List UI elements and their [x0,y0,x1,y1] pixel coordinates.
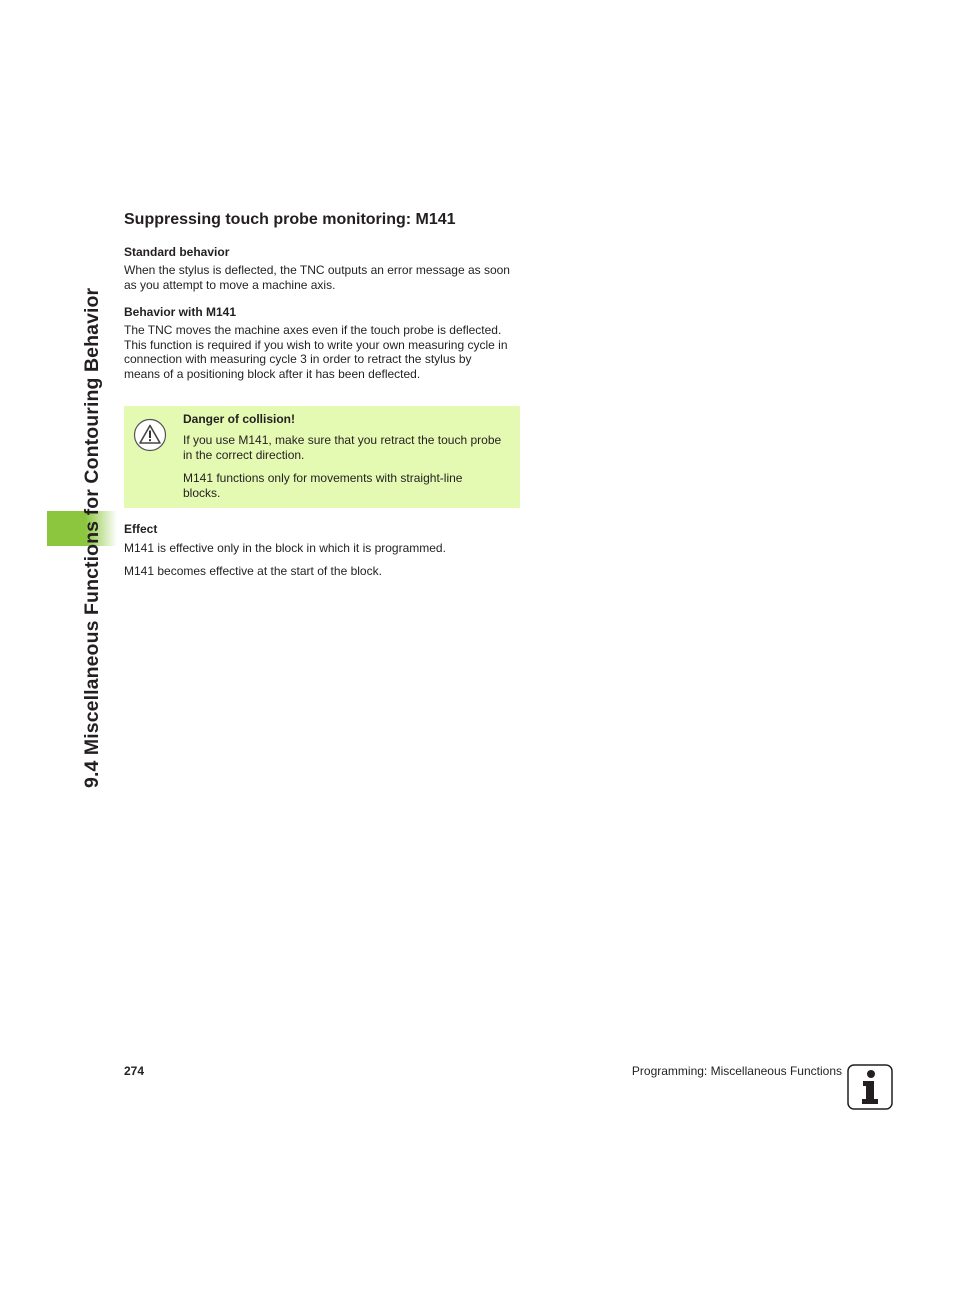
chapter-side-title: 9.4 Miscellaneous Functions for Contouring Behavior [81,287,103,788]
effect-heading: Effect [124,522,158,536]
effect-text-1: M141 is effective only in the block in which it is programmed. [124,541,446,555]
standard-behavior-text: When the stylus is deflected, the TNC outputs an error message as soon as you attempt to move a machine axis. [124,263,510,292]
warning-text-2: M141 functions only for movements with straight-line blocks. [183,471,463,500]
page-number: 274 [124,1064,145,1078]
warning-box [124,406,520,508]
m141-behavior-text: The TNC moves the machine axes even if the touch probe is deflected. This function is required if you wish to write your own measuring cycle in connection with measuring cycle 3 in order to retract the stylus by means of a positioning block after it has been deflected. [124,323,508,382]
m141-behavior-heading: Behavior with M141 [124,305,237,319]
section-heading: Suppressing touch probe monitoring: M141 [124,211,456,228]
standard-behavior-heading: Standard behavior [124,245,230,259]
effect-text-2: M141 becomes effective at the start of the block. [124,564,382,578]
warning-text-1: If you use M141, make sure that you retract the touch probe in the correct direction. [183,433,502,462]
warning-triangle-icon [133,418,167,452]
info-icon [847,1064,893,1110]
warning-title: Danger of collision! [183,412,296,426]
footer-title: Programming: Miscellaneous Functions [631,1064,842,1078]
